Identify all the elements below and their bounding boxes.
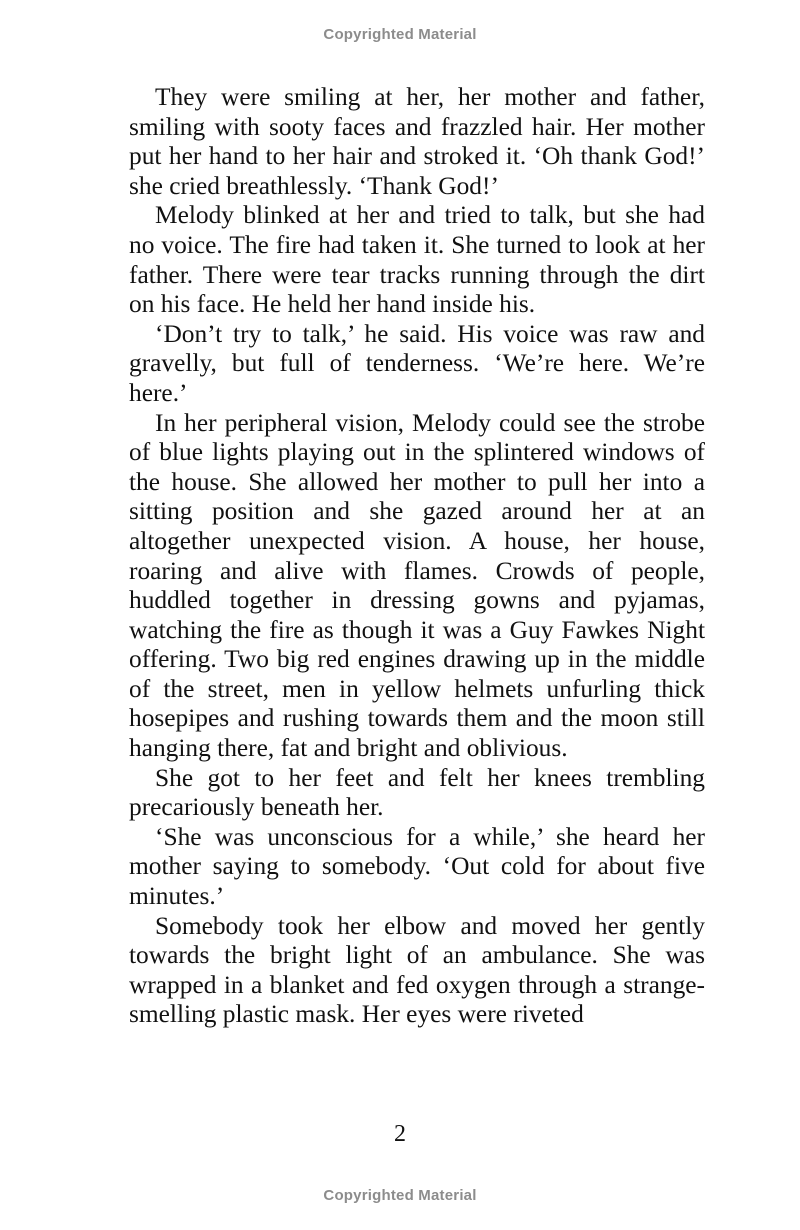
paragraph-6: ‘She was unconscious for a while,’ she heard her mother saying to somebody. ‘Out cold for about five minutes.’ bbox=[129, 822, 705, 911]
paragraph-2: Melody blinked at her and tried to talk, but she had no voice. The fire had taken it. She turned to look at her father. There were tear tracks running through the dirt on his face. He held her hand inside his. bbox=[129, 201, 705, 319]
paragraph-5: She got to her feet and felt her knees trembling precariously beneath her. bbox=[129, 763, 705, 822]
paragraph-3: ‘Don’t try to talk,’ he said. His voice was raw and gravelly, but full of tenderness. ‘We’re here. We’re here.’ bbox=[129, 319, 705, 407]
paragraph-7: Somebody took her elbow and moved her gently towards the bright light of an ambulance. She was wrapped in a blanket and fed oxygen through a strange-smelling plastic mask. Her eyes were riveted bbox=[129, 911, 705, 1029]
paragraph-1: They were smiling at her, her mother and father, smiling with sooty faces and frazzled hair. Her mother put her hand to her hair and stroked it. ‘Oh thank God!’ she cried breathlessly. ‘Thank God!’ bbox=[129, 83, 705, 200]
copyright-watermark-top: Copyrighted Material bbox=[323, 26, 477, 43]
copyright-watermark-bottom: Copyrighted Material bbox=[323, 1187, 477, 1204]
paragraph-4: In her peripheral vision, Melody could see the strobe of blue lights playing out in the splintered windows of the house. She allowed her mother to pull her into a sitting position and she gazed around her at an altogether unexpected vision. A house, her house, roaring and alive with flames. Crowds of people, huddled together in dressing gowns and pyjamas, watching the fire as though it was a Guy Fawkes Night offering. Two big red engines drawing up in the middle of the street, men in yellow helmets unfurling thick hosepipes and rushing towards them and the moon still hanging there, fat and bright and oblivious. bbox=[129, 408, 705, 763]
page-number: 2 bbox=[394, 1121, 406, 1147]
body-text bbox=[129, 83, 705, 1030]
